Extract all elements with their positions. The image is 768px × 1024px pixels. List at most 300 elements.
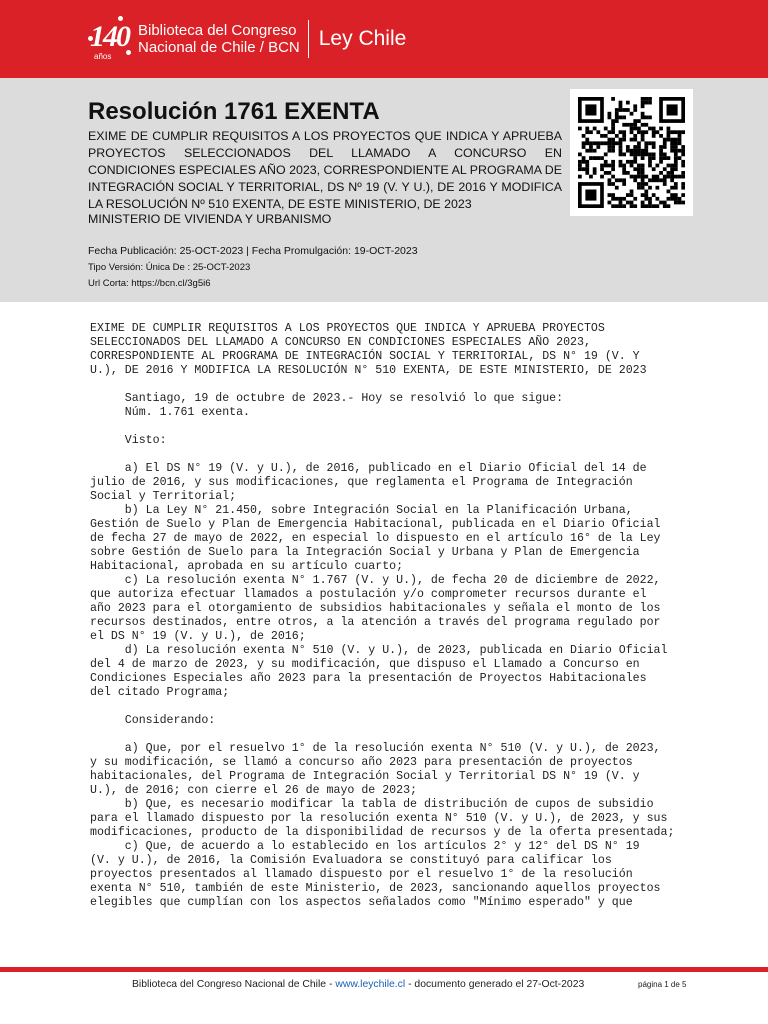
qr-module: [611, 145, 615, 149]
qr-module: [674, 153, 678, 157]
qr-module: [626, 101, 630, 105]
qr-module: [644, 116, 648, 120]
qr-module: [622, 130, 626, 134]
body-line: que autoriza efectuar llamados a postulación y/o comprometer recursos durante el: [90, 588, 647, 601]
body-line: U.), DE 2016 Y MODIFICA LA RESOLUCIÓN N° 510 EXENTA, DE ESTE MINISTERIO, DE 2023: [90, 364, 647, 377]
qr-module: [667, 190, 671, 194]
qr-module: [678, 156, 682, 160]
qr-module: [637, 186, 641, 190]
qr-module: [644, 101, 648, 105]
qr-module: [648, 178, 652, 182]
qr-module: [615, 204, 619, 208]
qr-module: [655, 175, 659, 179]
qr-module: [633, 108, 637, 112]
qr-module: [641, 97, 645, 101]
qr-module: [648, 197, 652, 201]
qr-module: [641, 138, 645, 142]
qr-module: [644, 175, 648, 179]
body-line: Santiago, 19 de octubre de 2023.- Hoy se resolvió lo que sigue:: [90, 392, 564, 405]
qr-module: [659, 134, 663, 138]
qr-module: [637, 175, 641, 179]
qr-module: [593, 149, 597, 153]
qr-module: [667, 164, 671, 168]
document-title: Resolución 1761 EXENTA: [88, 98, 380, 125]
paragraph-gap: [90, 448, 730, 462]
qr-module: [611, 204, 615, 208]
qr-module: [663, 175, 667, 179]
qr-module: [644, 193, 648, 197]
body-line: del citado Programa;: [90, 686, 230, 699]
qr-module: [652, 134, 656, 138]
qr-module: [630, 164, 634, 168]
qr-module: [633, 149, 637, 153]
qr-module: [589, 149, 593, 153]
qr-module: [626, 108, 630, 112]
qr-module: [608, 145, 612, 149]
qr-module: [593, 171, 597, 175]
qr-module: [652, 153, 656, 157]
qr-module: [619, 116, 623, 120]
qr-module: [667, 127, 671, 131]
qr-module: [604, 153, 608, 157]
qr-module: [633, 138, 637, 142]
qr-module: [615, 178, 619, 182]
qr-module: [604, 127, 608, 131]
qr-module: [641, 116, 645, 120]
qr-module: [633, 167, 637, 171]
qr-module: [681, 149, 685, 153]
body-line: Habitacional, aprobada en su artículo cuarto;: [90, 560, 404, 573]
short-url[interactable]: Url Corta: https://bcn.cl/3g5i6: [88, 278, 211, 289]
qr-module: [630, 204, 634, 208]
qr-module: [652, 178, 656, 182]
qr-module: [619, 204, 623, 208]
qr-module: [655, 164, 659, 168]
qr-module: [641, 193, 645, 197]
qr-module: [585, 190, 596, 201]
qr-module: [622, 182, 626, 186]
qr-module: [674, 167, 678, 171]
qr-module: [670, 145, 674, 149]
qr-module: [641, 101, 645, 105]
qr-module: [611, 97, 615, 101]
qr-module: [681, 186, 685, 190]
qr-module: [641, 178, 645, 182]
qr-module: [630, 112, 634, 116]
qr-module: [652, 127, 656, 131]
qr-module: [641, 182, 645, 186]
qr-module: [619, 178, 623, 182]
qr-module: [582, 141, 586, 145]
qr-module: [611, 141, 615, 145]
qr-module: [644, 145, 648, 149]
qr-module: [641, 149, 645, 153]
qr-module: [637, 127, 641, 131]
qr-module: [626, 193, 630, 197]
qr-module: [633, 160, 637, 164]
qr-module: [619, 149, 623, 153]
body-line: proyectos presentados al llamado dispuesto por el resuelvo 1° de la resolución: [90, 868, 633, 881]
qr-module: [589, 156, 593, 160]
qr-module: [670, 141, 674, 145]
body-line: Social y Territorial;: [90, 490, 237, 503]
body-line: elegibles que cumplían con los aspectos señalados como "Mínimo esperado" y que: [90, 896, 633, 909]
qr-module: [608, 201, 612, 205]
body-line: modificaciones, producto de la disponibilidad de recursos y de la oferta presentada;: [90, 826, 675, 839]
qr-module: [585, 141, 589, 145]
qr-module: [637, 164, 641, 168]
qr-module: [648, 101, 652, 105]
footer-suffix: - documento generado el 27-Oct-2023: [405, 979, 585, 990]
qr-module: [663, 153, 667, 157]
body-line: EXIME DE CUMPLIR REQUISITOS A LOS PROYECTOS QUE INDICA Y APRUEBA PROYECTOS: [90, 322, 605, 335]
qr-module: [674, 175, 678, 179]
qr-module: [633, 156, 637, 160]
qr-module: [596, 130, 600, 134]
qr-module: [608, 178, 612, 182]
qr-module: [641, 164, 645, 168]
library-name-line1: Biblioteca del Congreso: [138, 22, 297, 39]
body-line: sobre Gestión de Suelo para la Integración Social y Urbana y Plan de Emergencia: [90, 546, 640, 559]
qr-module: [659, 127, 663, 131]
qr-module: [659, 178, 663, 182]
qr-module: [593, 156, 597, 160]
qr-module: [622, 153, 626, 157]
body-line: a) Que, por el resuelvo 1° de la resolución exenta N° 510 (V. y U.), de 2023,: [90, 742, 661, 755]
qr-module: [619, 197, 623, 201]
qr-module: [670, 186, 674, 190]
qr-module: [600, 141, 604, 145]
body-line: el DS N° 19 (V. y U.), de 2016;: [90, 630, 306, 643]
qr-module: [641, 104, 645, 108]
qr-module: [674, 149, 678, 153]
qr-module: [655, 130, 659, 134]
qr-module: [663, 204, 667, 208]
qr-module: [667, 134, 671, 138]
qr-module: [596, 156, 600, 160]
qr-module: [619, 104, 623, 108]
qr-module: [619, 108, 623, 112]
qr-module: [600, 175, 604, 179]
qr-module: [604, 134, 608, 138]
qr-module: [611, 167, 615, 171]
body-line: Visto:: [90, 434, 167, 447]
qr-module: [633, 197, 637, 201]
logo-divider: [308, 20, 309, 58]
qr-module: [678, 201, 682, 205]
body-line: CORRESPONDIENTE AL PROGRAMA DE INTEGRACIÓN SOCIAL Y TERRITORIAL, DS N° 19 (V. Y: [90, 350, 640, 363]
ley-chile-wordmark: Ley Chile: [318, 27, 407, 50]
qr-module: [663, 167, 667, 171]
qr-module: [663, 141, 667, 145]
qr-module: [633, 119, 637, 123]
anniversary-label: años: [94, 52, 112, 61]
qr-module: [667, 204, 671, 208]
qr-module: [582, 160, 586, 164]
qr-module: [659, 153, 663, 157]
qr-module: [611, 164, 615, 168]
qr-module: [681, 175, 685, 179]
body-line: julio de 2016, y sus modificaciones, que reglamenta el Programa de Integración: [90, 476, 633, 489]
qr-module: [630, 193, 634, 197]
qr-module: [611, 175, 615, 179]
qr-module: [644, 123, 648, 127]
qr-module: [674, 182, 678, 186]
body-line: (V. y U.), de 2016, la Comisión Evaluadora se constituyó para calificar los: [90, 854, 612, 867]
qr-module: [630, 153, 634, 157]
qr-module: [611, 182, 615, 186]
qr-module: [600, 134, 604, 138]
qr-module: [633, 175, 637, 179]
qr-module: [585, 164, 589, 168]
qr-module: [578, 160, 582, 164]
qr-module: [637, 153, 641, 157]
qr-module: [578, 167, 582, 171]
qr-module: [585, 127, 589, 131]
body-line: del 4 de marzo de 2023, y su modificación, que dispuso el Llamado a Concurso en: [90, 658, 640, 671]
paragraph-gap: [90, 700, 730, 714]
body-line: a) El DS N° 19 (V. y U.), de 2016, publicado en el Diario Oficial del 14 de: [90, 462, 647, 475]
qr-module: [585, 104, 596, 115]
qr-module: [578, 175, 582, 179]
qr-module: [608, 130, 612, 134]
qr-module: [652, 130, 656, 134]
qr-module: [681, 193, 685, 197]
qr-module: [585, 149, 589, 153]
qr-module: [589, 175, 593, 179]
qr-module: [652, 156, 656, 160]
qr-module: [633, 204, 637, 208]
qr-module: [670, 167, 674, 171]
document-body: [90, 322, 730, 910]
qr-module: [670, 130, 674, 134]
qr-module: [630, 201, 634, 205]
qr-module: [648, 201, 652, 205]
qr-module: [652, 204, 656, 208]
qr-module: [578, 153, 582, 157]
qr-module: [667, 175, 671, 179]
qr-module: [678, 138, 682, 142]
qr-module: [678, 197, 682, 201]
qr-module: [619, 138, 623, 142]
qr-module: [652, 193, 656, 197]
qr-module: [644, 204, 648, 208]
qr-module: [641, 130, 645, 134]
qr-module: [630, 175, 634, 179]
qr-module: [633, 145, 637, 149]
qr-module: [681, 182, 685, 186]
qr-module: [637, 119, 641, 123]
qr-module: [630, 190, 634, 194]
qr-module: [670, 197, 674, 201]
qr-module: [659, 149, 663, 153]
body-line: Considerando:: [90, 714, 216, 727]
qr-module: [622, 123, 626, 127]
qr-module: [655, 186, 659, 190]
qr-module: [615, 141, 619, 145]
qr-module: [670, 149, 674, 153]
qr-module: [667, 171, 671, 175]
qr-module: [641, 112, 645, 116]
paragraph-gap: [90, 420, 730, 434]
qr-module: [619, 141, 623, 145]
qr-module: [608, 182, 612, 186]
qr-module: [615, 112, 619, 116]
body-line: y su modificación, se llamó a concurso año 2023 para presentación de proyectos: [90, 756, 633, 769]
body-line: b) Que, es necesario modificar la tabla de distribución de cupos de subsidio: [90, 798, 654, 811]
qr-module: [615, 186, 619, 190]
document-subtitle: EXIME DE CUMPLIR REQUISITOS A LOS PROYECTOS QUE INDICA Y APRUEBA PROYECTOS SELECCIONADOS DEL LLAMADO A CONCURSO EN CONDICIONES ESPECIALES AÑO 2023, CORRESPONDIENTE AL PROGRAMA DE INTEGRACIÓN SOCIAL Y TERRITORIAL, DS Nº 19 (V. Y U.), DE 2016 Y MODIFICA LA RESOLUCIÓN Nº 510 EXENTA, DE ESTE MINISTERIO, DE 2023: [88, 129, 562, 211]
paragraph-gap: [90, 728, 730, 742]
qr-module: [663, 201, 667, 205]
body-line: d) La resolución exenta N° 510 (V. y U.), de 2023, publicada en Diario Oficial: [90, 644, 668, 657]
qr-module: [611, 160, 615, 164]
qr-module: [600, 156, 604, 160]
qr-module: [644, 190, 648, 194]
qr-module: [644, 141, 648, 145]
qr-module: [626, 149, 630, 153]
qr-module: [604, 141, 608, 145]
qr-module: [622, 164, 626, 168]
qr-module: [622, 134, 626, 138]
qr-module: [637, 149, 641, 153]
qr-module: [667, 130, 671, 134]
qr-module: [655, 178, 659, 182]
qr-module: [637, 182, 641, 186]
qr-module: [648, 156, 652, 160]
qr-module: [600, 164, 604, 168]
qr-module: [674, 141, 678, 145]
qr-module: [608, 116, 612, 120]
qr-module: [641, 201, 645, 205]
qr-module: [585, 138, 589, 142]
qr-module: [630, 127, 634, 131]
qr-module: [593, 127, 597, 131]
qr-module: [652, 175, 656, 179]
body-line: U.), de 2016; con cierre el 26 de mayo de 2023;: [90, 784, 417, 797]
qr-module: [652, 145, 656, 149]
qr-module: [611, 138, 615, 142]
qr-code-graphic: [578, 97, 685, 208]
qr-module: [648, 204, 652, 208]
qr-module: [678, 149, 682, 153]
qr-module: [641, 204, 645, 208]
qr-module: [630, 130, 634, 134]
qr-module: [674, 164, 678, 168]
qr-module: [670, 193, 674, 197]
body-line: exenta N° 510, también de este Ministerio, de 2023, sancionando aquellos proyectos: [90, 882, 661, 895]
qr-module: [582, 145, 586, 149]
qr-module: [633, 123, 637, 127]
qr-module: [644, 130, 648, 134]
body-line: SELECCIONADOS DEL LLAMADO A CONCURSO EN CONDICIONES ESPECIALES AÑO 2023,: [90, 336, 591, 349]
qr-module: [655, 204, 659, 208]
qr-module: [596, 141, 600, 145]
qr-module: [604, 160, 608, 164]
qr-module: [648, 116, 652, 120]
qr-module: [611, 130, 615, 134]
qr-module: [622, 167, 626, 171]
qr-module: [611, 197, 615, 201]
qr-module: [644, 153, 648, 157]
qr-module: [585, 130, 589, 134]
qr-module: [619, 101, 623, 105]
qr-module: [619, 164, 623, 168]
version-type: Tipo Versión: Única De : 25-OCT-2023: [88, 262, 251, 273]
qr-module: [681, 171, 685, 175]
qr-module: [633, 178, 637, 182]
qr-module: [622, 204, 626, 208]
qr-module: [630, 123, 634, 127]
qr-module: [670, 138, 674, 142]
qr-module: [585, 160, 589, 164]
body-line: de fecha 27 de mayo de 2022, en especial lo dispuesto en el artículo 16° de la Ley: [90, 532, 661, 545]
bcn-logo[interactable]: [88, 14, 406, 64]
qr-module: [648, 97, 652, 101]
qr-module: [681, 130, 685, 134]
qr-module: [630, 149, 634, 153]
qr-module: [622, 171, 626, 175]
qr-module: [619, 153, 623, 157]
footer-prefix: Biblioteca del Congreso Nacional de Chile -: [132, 979, 336, 990]
qr-module: [667, 138, 671, 142]
qr-module: [674, 197, 678, 201]
qr-module: [589, 145, 593, 149]
qr-module: [667, 197, 671, 201]
qr-module: [674, 193, 678, 197]
qr-module: [626, 123, 630, 127]
qr-module: [641, 153, 645, 157]
qr-module: [641, 123, 645, 127]
qr-module: [678, 175, 682, 179]
qr-module: [622, 108, 626, 112]
qr-module: [641, 186, 645, 190]
qr-module: [641, 134, 645, 138]
qr-module: [674, 156, 678, 160]
qr-module: [626, 201, 630, 205]
qr-module: [644, 182, 648, 186]
page-number: página 1 de 5: [638, 980, 687, 989]
qr-module: [681, 201, 685, 205]
qr-module: [608, 149, 612, 153]
qr-module: [652, 141, 656, 145]
qr-module: [637, 141, 641, 145]
qr-module: [593, 167, 597, 171]
leychile-link[interactable]: www.leychile.cl: [335, 979, 406, 990]
qr-module: [670, 175, 674, 179]
library-name-line2: Nacional de Chile / BCN: [138, 39, 300, 56]
qr-module: [663, 182, 667, 186]
qr-module: [630, 138, 634, 142]
qr-module: [630, 160, 634, 164]
qr-module: [615, 197, 619, 201]
qr-module: [670, 171, 674, 175]
qr-module: [641, 171, 645, 175]
qr-module: [608, 138, 612, 142]
qr-module: [615, 116, 619, 120]
qr-module: [619, 201, 623, 205]
qr-module: [633, 134, 637, 138]
qr-module: [633, 127, 637, 131]
qr-module: [678, 130, 682, 134]
top-banner: [0, 0, 768, 78]
qr-module: [644, 97, 648, 101]
qr-module: [674, 130, 678, 134]
qr-module: [582, 167, 586, 171]
body-line: Condiciones Especiales año 2023 para la presentación de Proyectos Habitacionales: [90, 672, 647, 685]
qr-module: [681, 153, 685, 157]
qr-module: [615, 108, 619, 112]
